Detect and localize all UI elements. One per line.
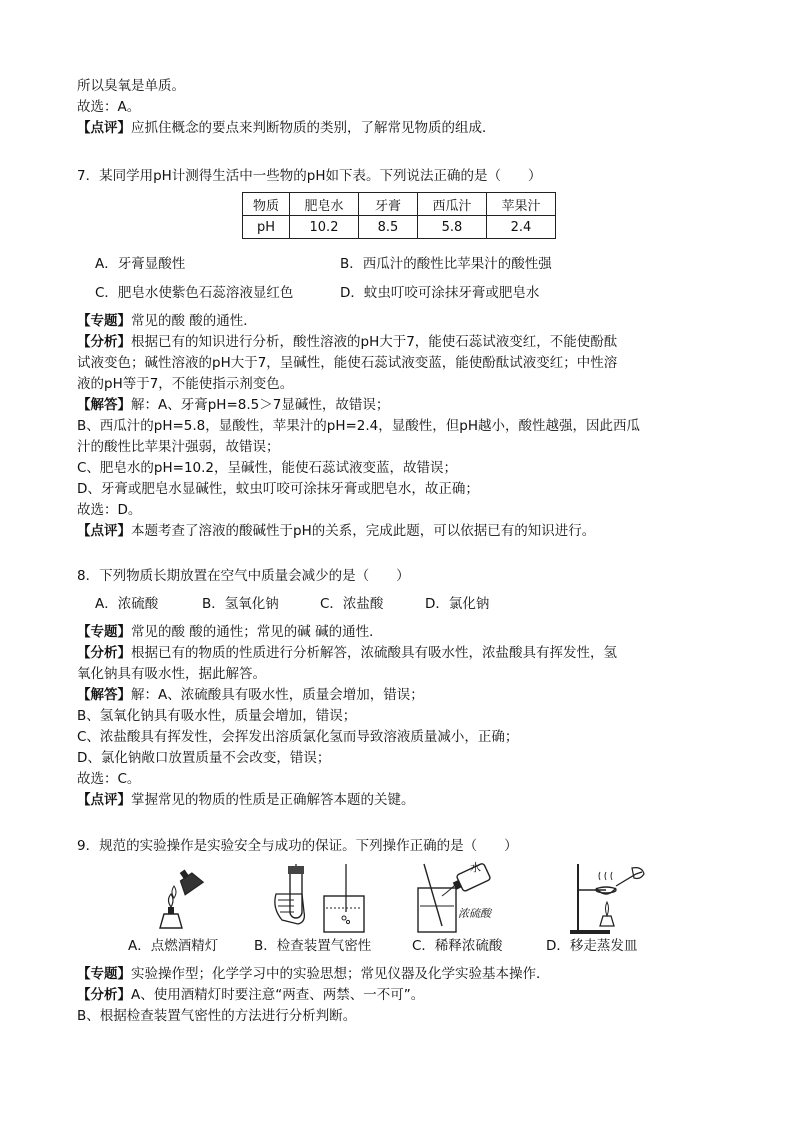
q7-option-b: B．西瓜汁的酸性比苹果汁的酸性强 bbox=[340, 256, 552, 272]
comment-text: 应抓住概念的要点来判断物质的类别，了解常见物质的组成． bbox=[131, 120, 496, 136]
q7-comment bbox=[77, 521, 727, 541]
q7-answer-2: B、西瓜汁的pH=5.8，显酸性，苹果汁的pH=2.4，显酸性，但pH越小，酸性越强，因此西瓜 bbox=[77, 418, 640, 434]
q8-option-d: D．氯化钠 bbox=[425, 596, 490, 612]
topic-text: 常见的酸 酸的通性． bbox=[131, 313, 257, 329]
q7-answer-1 bbox=[77, 395, 727, 415]
analysis-text: 根据已有的物质的性质进行分析解答，浓硫酸具有吸水性，浓盐酸具有挥发性，氢 bbox=[131, 645, 617, 661]
q7-answer-3: 汁的酸性比苹果汁强弱，故错误； bbox=[77, 439, 280, 455]
answer-tag: 【解答】 bbox=[77, 687, 131, 703]
table-cell: 肥皂水 bbox=[290, 193, 359, 216]
topic-text: 实验操作型；化学学习中的实验思想；常见仪器及化学实验基本操作． bbox=[131, 966, 550, 982]
figure-c-water-label: 水 bbox=[470, 861, 481, 874]
q8-topic bbox=[77, 622, 727, 642]
q7-option-c: C．肥皂水使紫色石蕊溶液显红色 bbox=[95, 285, 294, 301]
comment-tag: 【点评】 bbox=[77, 120, 131, 136]
q8-analysis-2: 氧化钠具有吸水性，据此解答。 bbox=[77, 666, 266, 682]
q7-answer-5: D、牙膏或肥皂水显碱性，蚊虫叮咬可涂抹牙膏或肥皂水，故正确； bbox=[77, 481, 479, 497]
q8-answer-5: 故选：C。 bbox=[77, 771, 141, 787]
figure-d-evaporating-dish bbox=[566, 860, 646, 936]
analysis-text: A、使用酒精灯时要注意“两查、两禁、一不可”。 bbox=[131, 987, 425, 1003]
figure-a-lighting-lamp bbox=[148, 862, 208, 934]
q7-topic bbox=[77, 311, 727, 331]
figure-c-caption: C．稀释浓硫酸 bbox=[412, 938, 503, 954]
comment-tag: 【点评】 bbox=[77, 792, 131, 808]
analysis-tag: 【分析】 bbox=[77, 645, 131, 661]
q8-option-c: C．浓盐酸 bbox=[320, 596, 384, 612]
table-cell: 2.4 bbox=[487, 216, 556, 239]
ph-table-header-row bbox=[243, 193, 556, 216]
topic-tag: 【专题】 bbox=[77, 313, 131, 329]
q8-answer-1 bbox=[77, 685, 727, 705]
q8-comment bbox=[77, 790, 727, 810]
q9-analysis-2: B、根据检查装置气密性的方法进行分析判断。 bbox=[77, 1008, 357, 1024]
topic-tag: 【专题】 bbox=[77, 624, 131, 640]
q7-option-a: A．牙膏显酸性 bbox=[95, 256, 186, 272]
q8-stem: 8．下列物质长期放置在空气中质量会减少的是（ ） bbox=[77, 568, 410, 584]
q8-answer-3: C、浓盐酸具有挥发性，会挥发出溶质氯化氢而导致溶液质量减小，正确； bbox=[77, 729, 519, 745]
q7-answer-4: C、肥皂水的pH=10.2，呈碱性，能使石蕊试液变蓝，故错误； bbox=[77, 460, 458, 476]
q7-analysis-1 bbox=[77, 332, 727, 352]
figure-b-airtightness bbox=[268, 864, 368, 936]
q9-topic bbox=[77, 964, 727, 984]
answer-text: 解：A、浓硫酸具有吸水性，质量会增加，错误； bbox=[131, 687, 424, 703]
prev-line-2: 故选：A。 bbox=[77, 99, 141, 115]
table-cell: 苹果汁 bbox=[487, 193, 556, 216]
table-cell: 物质 bbox=[243, 193, 290, 216]
figure-a-caption: A．点燃酒精灯 bbox=[128, 938, 219, 954]
figure-c-diluting-acid bbox=[412, 860, 508, 936]
comment-text: 掌握常见的物质的性质是正确解答本题的关键。 bbox=[131, 792, 415, 808]
table-cell: 10.2 bbox=[290, 216, 359, 239]
comment-text: 本题考查了溶液的酸碱性于pH的关系，完成此题，可以依据已有的知识进行。 bbox=[131, 523, 596, 539]
answer-tag: 【解答】 bbox=[77, 397, 131, 413]
q8-answer-2: B、氢氧化钠具有吸水性，质量会增加，错误； bbox=[77, 708, 357, 724]
table-cell: 西瓜汁 bbox=[418, 193, 487, 216]
q8-analysis-1 bbox=[77, 643, 727, 663]
figure-d-caption: D．移走蒸发皿 bbox=[546, 938, 638, 954]
figure-b-caption: B．检查装置气密性 bbox=[254, 938, 372, 954]
q7-option-d: D．蚊虫叮咬可涂抹牙膏或肥皂水 bbox=[340, 285, 540, 301]
q8-option-a: A．浓硫酸 bbox=[95, 596, 159, 612]
topic-text: 常见的酸 酸的通性；常见的碱 碱的通性． bbox=[131, 624, 383, 640]
table-cell: pH bbox=[243, 216, 290, 239]
q8-answer-4: D、氯化钠敞口放置质量不会改变，错误； bbox=[77, 750, 331, 766]
comment-tag: 【点评】 bbox=[77, 523, 131, 539]
q7-stem: 7．某同学用pH计测得生活中一些物的pH如下表。下列说法正确的是（ ） bbox=[77, 168, 542, 184]
analysis-tag: 【分析】 bbox=[77, 334, 131, 350]
table-cell: 8.5 bbox=[359, 216, 418, 239]
prev-comment bbox=[77, 118, 727, 138]
analysis-text: 根据已有的知识进行分析，酸性溶液的pH大于7，能使石蕊试液变红，不能使酚酞 bbox=[131, 334, 618, 350]
q9-analysis-1 bbox=[77, 985, 727, 1005]
q7-analysis-2: 试液变色；碱性溶液的pH大于7，呈碱性，能使石蕊试液变蓝，能使酚酞试液变红；中性溶 bbox=[77, 355, 618, 371]
ph-table bbox=[242, 192, 556, 239]
q8-option-b: B．氢氧化钠 bbox=[202, 596, 279, 612]
figure-c-acid-label: 浓硫酸 bbox=[458, 907, 491, 920]
analysis-tag: 【分析】 bbox=[77, 987, 131, 1003]
q7-answer-6: 故选：D。 bbox=[77, 502, 142, 518]
q7-analysis-3: 液的pH等于7，不能使指示剂变色。 bbox=[77, 376, 294, 392]
table-cell: 5.8 bbox=[418, 216, 487, 239]
answer-text: 解：A、牙膏pH=8.5＞7显碱性，故错误； bbox=[131, 397, 390, 413]
table-cell: 牙膏 bbox=[359, 193, 418, 216]
topic-tag: 【专题】 bbox=[77, 966, 131, 982]
ph-table-value-row bbox=[243, 216, 556, 239]
q9-stem: 9．规范的实验操作是实验安全与成功的保证。下列操作正确的是（ ） bbox=[77, 838, 518, 854]
prev-line-1: 所以臭氧是单质。 bbox=[77, 78, 185, 94]
